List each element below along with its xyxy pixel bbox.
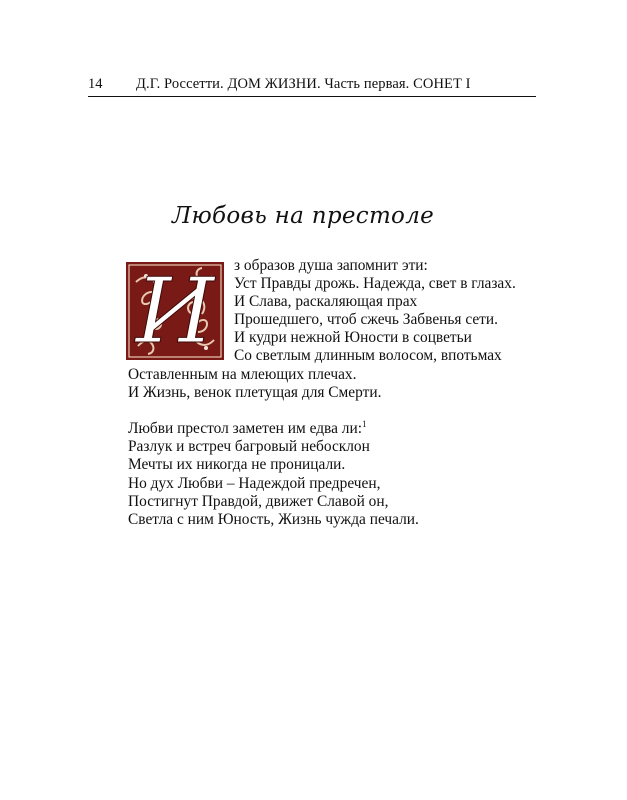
poem-line: Со светлым длинным волосом, впотьмах — [234, 347, 502, 364]
poem-line-text: Любви престол заметен им едва ли: — [128, 420, 362, 437]
poem-line: Мечты их никогда не проницали. — [128, 456, 346, 473]
poem-line: Прошедшего, чтоб сжечь Забвенья сети. — [234, 311, 498, 328]
poem-line: Разлук и встреч багровый небосклон — [128, 438, 370, 455]
running-header — [88, 72, 536, 97]
poem-line: Но дух Любви – Надеждой предречен, — [128, 475, 381, 492]
page-number: 14 — [88, 76, 103, 92]
poem-line — [128, 420, 366, 438]
poem-title: Любовь на престоле — [172, 203, 435, 229]
poem-line: И Жизнь, венок плетущая для Смерти. — [128, 384, 382, 401]
decorative-initial-i — [126, 262, 224, 360]
poem-line: Уст Правды дрожь. Надежда, свет в глазах. — [234, 275, 516, 292]
running-title: Д.Г. Россетти. ДОМ ЖИЗНИ. Часть первая. СОНЕТ I — [136, 76, 471, 92]
poem-line: И кудри нежной Юности в соцветьи — [234, 329, 472, 346]
poem-line: з образов душа запомнит эти: — [234, 257, 428, 274]
footnote-marker[interactable]: 1 — [361, 418, 367, 429]
poem-line: И Слава, раскаляющая прах — [234, 293, 418, 310]
dropcap-letter: И — [135, 262, 215, 360]
poem-line: Оставленным на млеющих плечах. — [128, 366, 357, 383]
poem-line: Светла с ним Юность, Жизнь чужда печали. — [128, 511, 419, 528]
poem-line: Постигнут Правдой, движет Славой он, — [128, 493, 389, 510]
